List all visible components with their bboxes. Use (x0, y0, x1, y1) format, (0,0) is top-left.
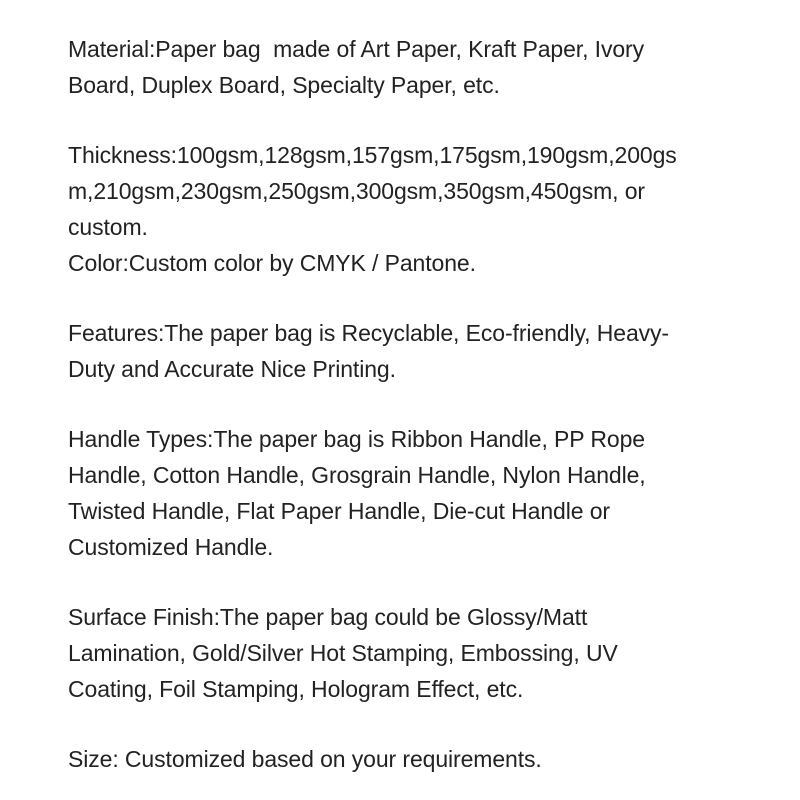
paragraph-gap (68, 103, 728, 137)
size-paragraph (68, 741, 728, 777)
features-line: Features:The paper bag is Recyclable, Eco-friendly, Heavy- (68, 320, 669, 346)
paragraph-gap (68, 707, 728, 741)
features-line: Duty and Accurate Nice Printing. (68, 356, 396, 382)
thickness-line: Thickness:100gsm,128gsm,157gsm,175gsm,190gsm,200gs (68, 142, 677, 168)
size-line: Size: Customized based on your requirements. (68, 746, 542, 772)
thickness-line: m,210gsm,230gsm,250gsm,300gsm,350gsm,450gsm, or (68, 178, 645, 204)
surface-finish-line: Lamination, Gold/Silver Hot Stamping, Embossing, UV (68, 640, 618, 666)
handle-types-paragraph (68, 421, 728, 565)
paragraph-gap (68, 387, 728, 421)
color-line: Color:Custom color by CMYK / Pantone. (68, 250, 476, 276)
handle-types-line: Handle, Cotton Handle, Grosgrain Handle, Nylon Handle, (68, 462, 646, 488)
handle-types-line: Twisted Handle, Flat Paper Handle, Die-cut Handle or (68, 498, 610, 524)
surface-finish-paragraph (68, 599, 728, 707)
surface-finish-line: Surface Finish:The paper bag could be Glossy/Matt (68, 604, 588, 630)
material-line: Board, Duplex Board, Specialty Paper, etc. (68, 72, 500, 98)
paragraph-gap (68, 281, 728, 315)
thickness-paragraph (68, 137, 728, 245)
product-spec-text (68, 31, 728, 777)
material-line: Material:Paper bag made of Art Paper, Kraft Paper, Ivory (68, 36, 644, 62)
surface-finish-line: Coating, Foil Stamping, Hologram Effect, etc. (68, 676, 524, 702)
handle-types-line: Customized Handle. (68, 534, 274, 560)
paragraph-gap (68, 565, 728, 599)
handle-types-line: Handle Types:The paper bag is Ribbon Handle, PP Rope (68, 426, 645, 452)
features-paragraph (68, 315, 728, 387)
color-paragraph (68, 245, 728, 281)
material-paragraph (68, 31, 728, 103)
thickness-line: custom. (68, 214, 148, 240)
